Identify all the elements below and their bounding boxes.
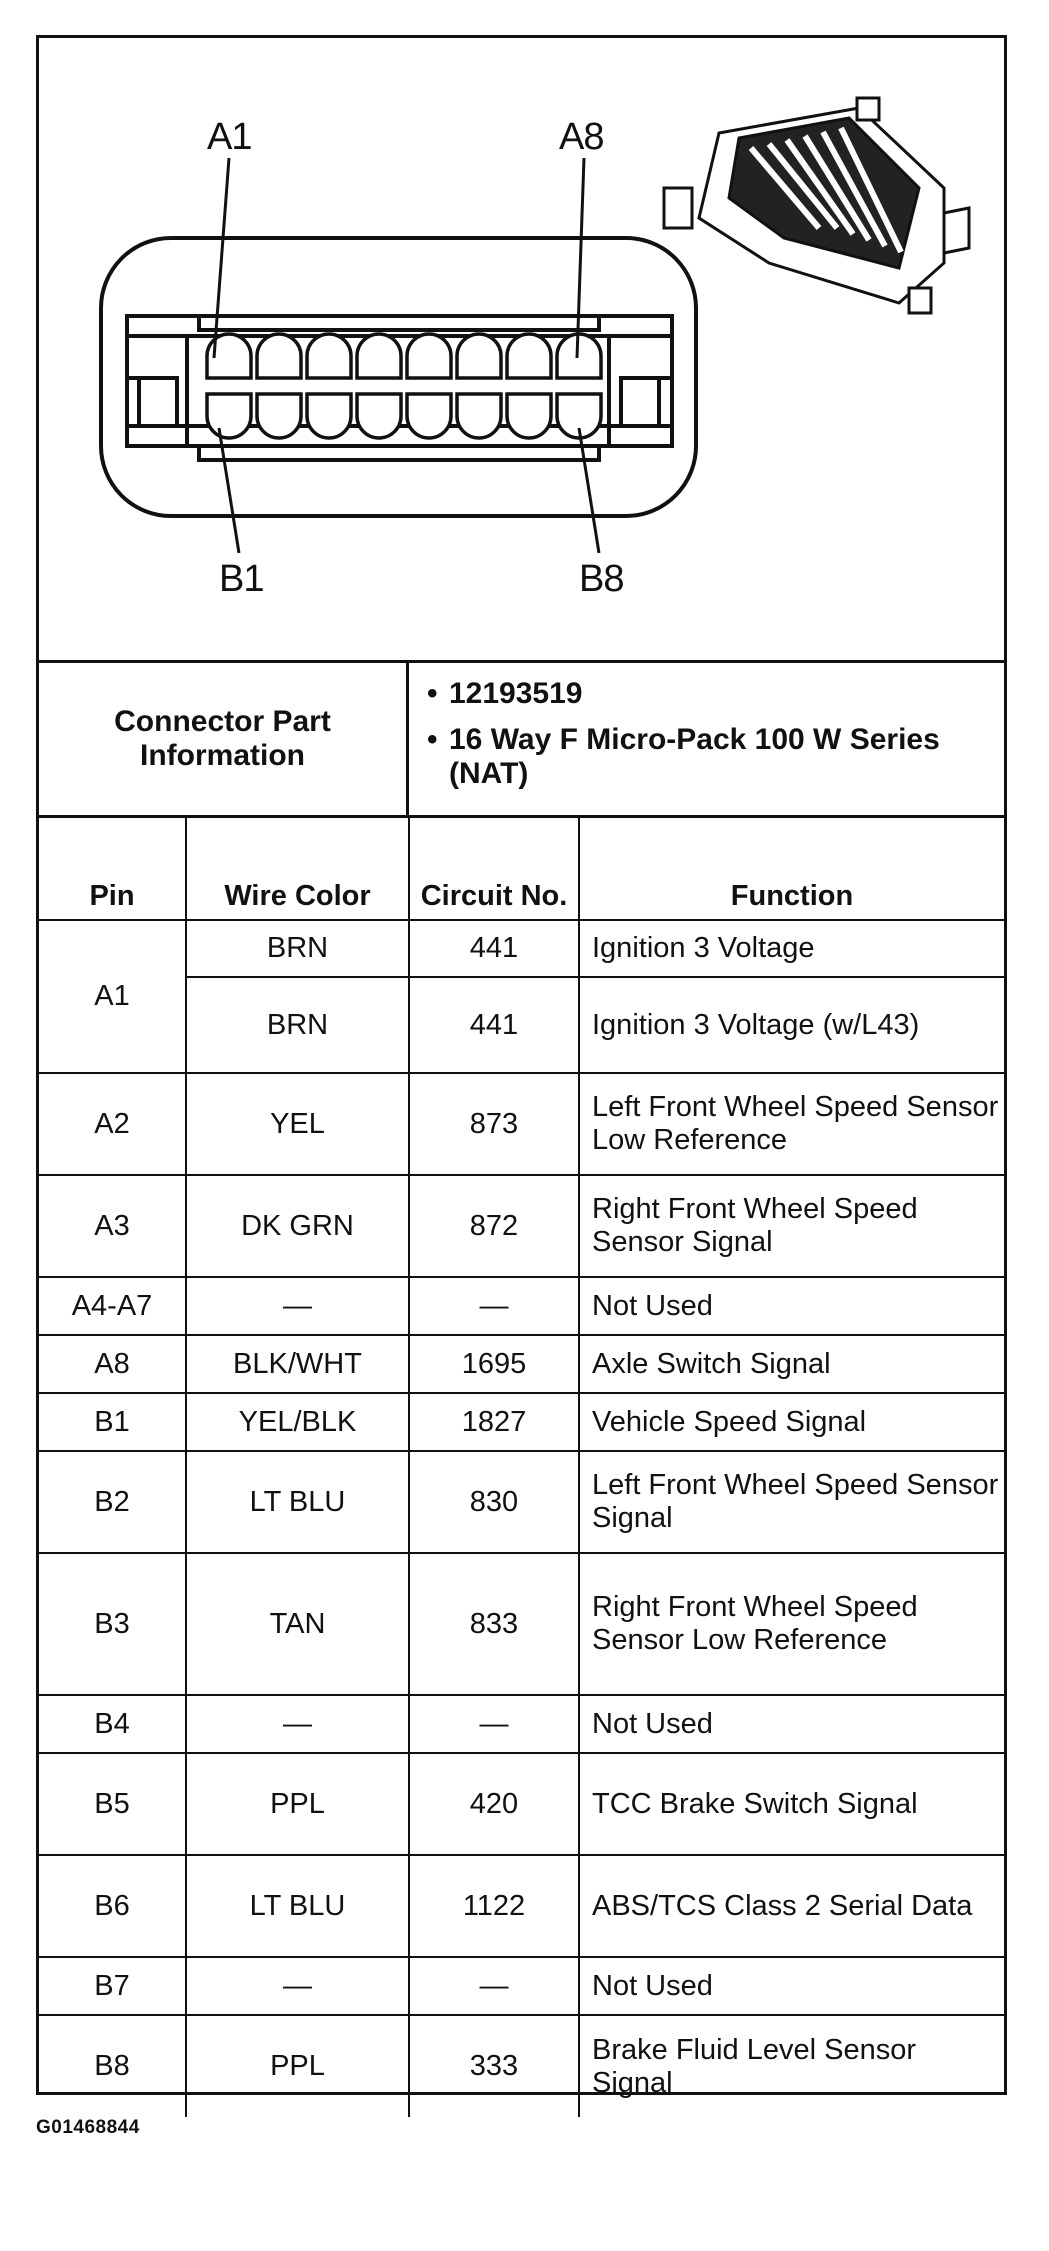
pin-cell: B7 — [39, 1957, 186, 2015]
pin-cell: A1 — [39, 920, 186, 1073]
header-function: Function — [579, 818, 1004, 920]
circuit-cell: 1122 — [409, 1855, 579, 1957]
bullet-icon: • — [427, 677, 438, 710]
table-row — [39, 920, 1004, 977]
function-cell: Axle Switch Signal — [579, 1335, 1004, 1393]
circuit-cell: 441 — [409, 920, 579, 977]
circuit-cell: 1695 — [409, 1335, 579, 1393]
pin-cell: B2 — [39, 1451, 186, 1553]
circuit-cell: 333 — [409, 2015, 579, 2117]
function-cell: Left Front Wheel Speed Sensor Low Reference — [579, 1073, 1004, 1175]
circuit-cell: 441 — [409, 977, 579, 1073]
function-cell: Right Front Wheel Speed Sensor Signal — [579, 1175, 1004, 1277]
function-cell: Not Used — [579, 1277, 1004, 1335]
wire-color-cell: YEL/BLK — [186, 1393, 409, 1451]
wire-color-cell: PPL — [186, 1753, 409, 1855]
connector-description: 16 Way F Micro-Pack 100 W Series (NAT) — [449, 723, 940, 790]
pin-label-b8: B8 — [579, 558, 624, 600]
figure-id: G01468844 — [36, 2117, 140, 2138]
connector-info-item — [427, 677, 998, 711]
function-cell: Ignition 3 Voltage — [579, 920, 1004, 977]
circuit-cell: 872 — [409, 1175, 579, 1277]
table-row — [39, 1393, 1004, 1451]
wire-color-cell: TAN — [186, 1553, 409, 1695]
wire-color-cell: BLK/WHT — [186, 1335, 409, 1393]
pin-cell: B6 — [39, 1855, 186, 1957]
cavities — [207, 334, 601, 438]
pin-cell: B5 — [39, 1753, 186, 1855]
table-row — [39, 1073, 1004, 1175]
part-number: 12193519 — [449, 677, 583, 710]
header-pin: Pin — [39, 818, 186, 920]
pin-cell: A4-A7 — [39, 1277, 186, 1335]
table-header-row — [39, 818, 1004, 920]
wire-color-cell: PPL — [186, 2015, 409, 2117]
wire-color-cell: BRN — [186, 977, 409, 1073]
circuit-cell: 833 — [409, 1553, 579, 1695]
table-row — [39, 1855, 1004, 1957]
table-row — [39, 1175, 1004, 1277]
pin-cell: A2 — [39, 1073, 186, 1175]
table-row — [39, 1335, 1004, 1393]
function-cell: Brake Fluid Level Sensor Signal — [579, 2015, 1004, 2117]
pin-label-a8: A8 — [559, 116, 604, 158]
connector-info-label: Connector Part Information — [39, 663, 409, 815]
circuit-cell: 830 — [409, 1451, 579, 1553]
table-row — [39, 1451, 1004, 1553]
wire-color-cell: YEL — [186, 1073, 409, 1175]
wire-color-cell: — — [186, 1277, 409, 1335]
pin-cell: A8 — [39, 1335, 186, 1393]
wire-color-cell: BRN — [186, 920, 409, 977]
pin-label-a1: A1 — [207, 116, 252, 158]
wire-color-cell: LT BLU — [186, 1855, 409, 1957]
bullet-icon: • — [427, 723, 438, 756]
pin-cell: B3 — [39, 1553, 186, 1695]
wire-color-cell: — — [186, 1957, 409, 2015]
function-cell: Ignition 3 Voltage (w/L43) — [579, 977, 1004, 1073]
table-row — [39, 2015, 1004, 2117]
table-row — [39, 1753, 1004, 1855]
left-latch — [139, 378, 177, 426]
table-row — [39, 1957, 1004, 2015]
function-cell: Not Used — [579, 1695, 1004, 1753]
pin-table — [39, 818, 1004, 2117]
connector-3d-illustration — [664, 98, 969, 313]
wire-color-cell: DK GRN — [186, 1175, 409, 1277]
connector-diagram — [39, 38, 1004, 663]
header-circuit-no: Circuit No. — [409, 818, 579, 920]
connector-face-drawing — [39, 38, 1004, 660]
function-cell: Right Front Wheel Speed Sensor Low Reference — [579, 1553, 1004, 1695]
wire-color-cell: — — [186, 1695, 409, 1753]
circuit-cell: 873 — [409, 1073, 579, 1175]
function-cell: ABS/TCS Class 2 Serial Data — [579, 1855, 1004, 1957]
circuit-cell: 420 — [409, 1753, 579, 1855]
wire-color-cell: LT BLU — [186, 1451, 409, 1553]
circuit-cell: — — [409, 1277, 579, 1335]
connector-part-info — [39, 663, 1004, 818]
pin-cell: A3 — [39, 1175, 186, 1277]
connector-info-list — [409, 663, 1004, 815]
pin-label-b1: B1 — [219, 558, 264, 600]
function-cell: Not Used — [579, 1957, 1004, 2015]
pin-cell: B4 — [39, 1695, 186, 1753]
circuit-cell: — — [409, 1695, 579, 1753]
pin-cell: B1 — [39, 1393, 186, 1451]
function-cell: Vehicle Speed Signal — [579, 1393, 1004, 1451]
pin-cell: B8 — [39, 2015, 186, 2117]
right-latch — [621, 378, 659, 426]
function-cell: Left Front Wheel Speed Sensor Signal — [579, 1451, 1004, 1553]
connector-figure — [36, 35, 1007, 2099]
circuit-cell: 1827 — [409, 1393, 579, 1451]
function-cell: TCC Brake Switch Signal — [579, 1753, 1004, 1855]
table-row — [39, 1695, 1004, 1753]
connector-info-item — [427, 723, 998, 791]
table-row — [39, 1277, 1004, 1335]
table-row — [39, 1553, 1004, 1695]
circuit-cell: — — [409, 1957, 579, 2015]
header-wire-color: Wire Color — [186, 818, 409, 920]
